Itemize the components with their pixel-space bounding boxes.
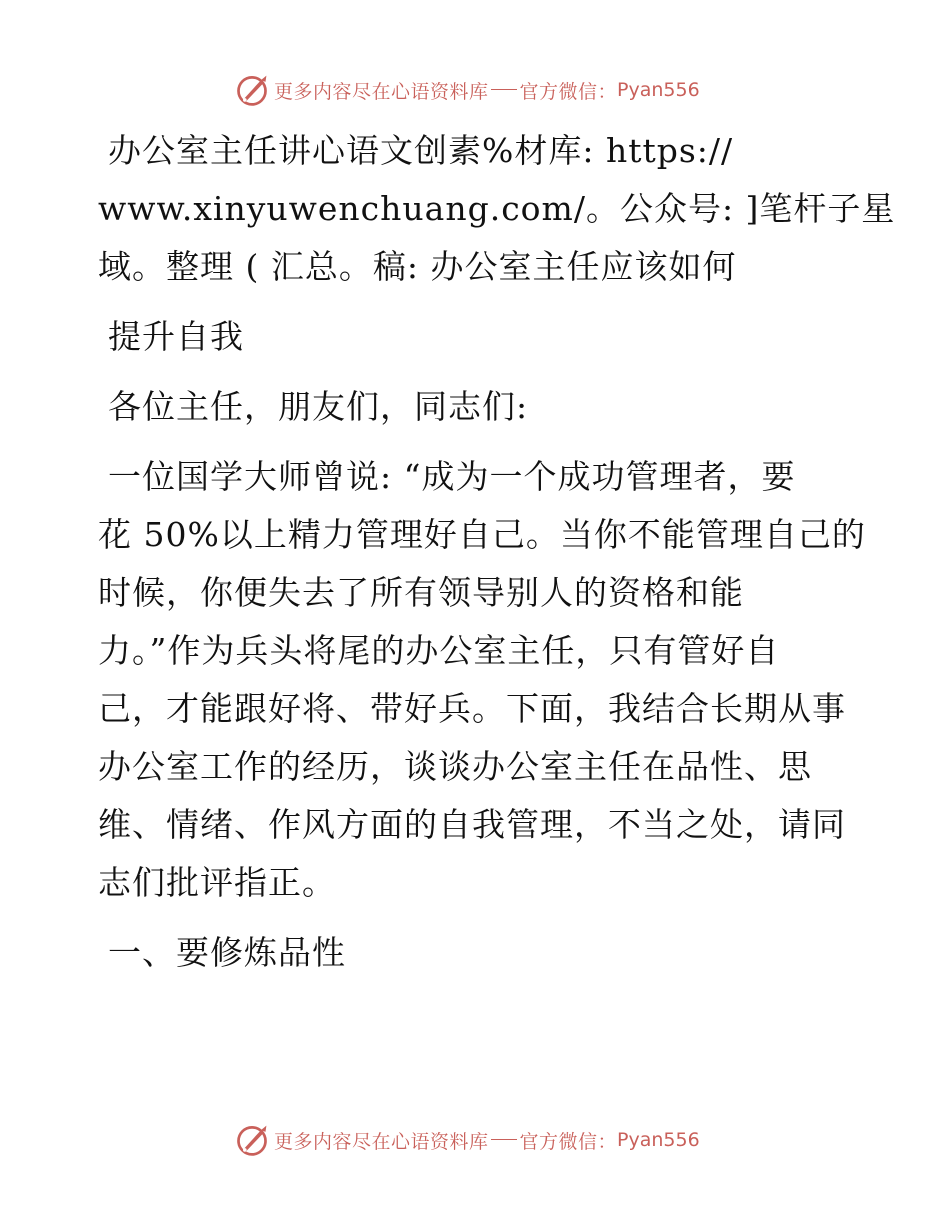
section-heading: 一、要修炼品性 [108,933,346,972]
quill-logo-icon [234,1122,270,1158]
header-watermark [234,70,754,110]
paragraph-line-4: 力。”作为兵头将尾的办公室主任，只有管好自 [98,631,780,670]
heading-line: 提升自我 [108,317,244,356]
watermark-contact-label: 官方微信： [519,80,618,103]
watermark-wechat-id: Pyan556 [617,79,700,101]
watermark-dash [491,89,517,90]
body-line-3: 域。整理 ( 汇总。稿: 办公室主任应该如何 [98,247,737,286]
watermark-text: 更多内容尽在心语资料库 [274,80,489,103]
paragraph-line-6: 办公室工作的经历，谈谈办公室主任在品性、思 [98,747,812,786]
quill-logo-icon [234,72,270,108]
paragraph-line-7: 维、情绪、作风方面的自我管理，不当之处，请同 [98,805,846,844]
paragraph-line-1: 一位国学大师曾说: “成为一个成功管理者，要 [108,457,796,496]
body-line-1: 办公室主任讲心语文创素%材库: https:// [108,131,734,170]
paragraph-line-8: 志们批评指正。 [98,863,336,902]
watermark-wechat-id: Pyan556 [617,1129,700,1151]
watermark-text: 更多内容尽在心语资料库 [274,1130,489,1153]
paragraph-line-5: 己，才能跟好将、带好兵。下面，我结合长期从事 [98,689,846,728]
paragraph-line-3: 时候，你便失去了所有领导别人的资格和能 [98,573,744,612]
salutation-line: 各位主任，朋友们，同志们: [108,387,529,426]
body-line-2: www.xinyuwenchuang.com/。公众号: ]笔杆子星 [98,189,896,228]
watermark-contact-label: 官方微信： [519,1130,618,1153]
footer-watermark [234,1120,754,1160]
watermark-dash [491,1139,517,1140]
document-body [98,122,896,982]
paragraph-line-2: 花 50%以上精力管理好自己。当你不能管理自己的 [98,515,866,554]
